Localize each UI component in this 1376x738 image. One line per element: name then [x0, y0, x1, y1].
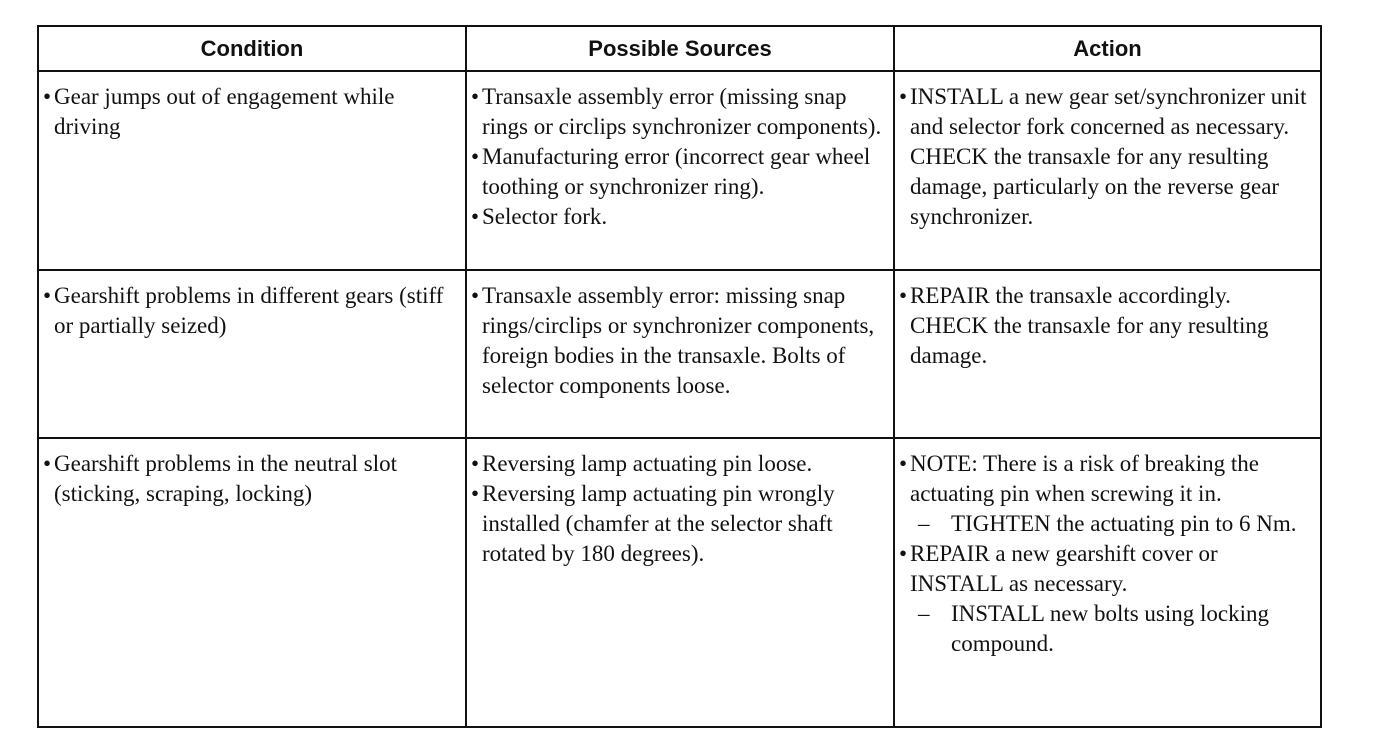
action-item	[899, 539, 1314, 599]
condition-item	[43, 449, 459, 509]
table-row	[38, 71, 1321, 270]
bullet-icon: •	[471, 451, 480, 476]
bullet-icon: •	[899, 84, 908, 109]
action-subitem	[899, 509, 1314, 539]
bullet-icon: •	[899, 541, 908, 566]
dash-icon: –	[918, 511, 930, 536]
bullet-icon: •	[471, 481, 480, 506]
condition-item	[43, 82, 459, 142]
source-item	[471, 281, 887, 401]
bullet-icon: •	[899, 451, 908, 476]
table-row	[38, 270, 1321, 438]
action-cell	[894, 270, 1321, 438]
bullet-icon: •	[43, 451, 52, 476]
condition-cell	[38, 71, 466, 270]
action-cell	[894, 438, 1321, 727]
condition-item	[43, 281, 459, 341]
bullet-icon: •	[471, 204, 480, 229]
source-item	[471, 202, 887, 232]
header-row	[38, 26, 1321, 71]
source-text: Reversing lamp actuating pin loose.	[482, 451, 813, 476]
action-text: REPAIR a new gearshift cover or INSTALL as necessary.	[910, 541, 1218, 596]
sources-cell	[466, 438, 894, 727]
header-condition: Condition	[38, 26, 466, 71]
action-subitem-text: INSTALL new bolts using locking compound.	[951, 601, 1270, 656]
source-text: Manufacturing error (incorrect gear wheel toothing or synchronizer ring).	[482, 144, 871, 199]
bullet-icon: •	[471, 84, 480, 109]
action-text: REPAIR the transaxle accordingly. CHECK the transaxle for any resulting damage.	[910, 283, 1269, 368]
source-item	[471, 479, 887, 569]
action-subitem	[899, 599, 1314, 659]
condition-cell	[38, 438, 466, 727]
source-item	[471, 142, 887, 202]
condition-cell	[38, 270, 466, 438]
bullet-icon: •	[899, 283, 908, 308]
bullet-icon: •	[43, 283, 52, 308]
action-cell	[894, 71, 1321, 270]
source-item	[471, 82, 887, 142]
source-item	[471, 449, 887, 479]
condition-text: Gearshift problems in the neutral slot (sticking, scraping, locking)	[54, 451, 398, 506]
table-row	[38, 438, 1321, 727]
header-possible-sources: Possible Sources	[466, 26, 894, 71]
diagnosis-table	[37, 25, 1322, 728]
bullet-icon: •	[43, 84, 52, 109]
source-text: Selector fork.	[482, 204, 608, 229]
sources-cell	[466, 270, 894, 438]
action-text: INSTALL a new gear set/synchronizer unit and selector fork concerned as necessary. CHECK the transaxle for any resulting damage, particularly on the reverse gear synchronizer.	[910, 84, 1307, 229]
action-note-text: NOTE: There is a risk of breaking the actuating pin when screwing it in.	[910, 451, 1259, 506]
action-item	[899, 281, 1314, 371]
bullet-icon: •	[471, 283, 480, 308]
bullet-icon: •	[471, 144, 480, 169]
source-text: Reversing lamp actuating pin wrongly installed (chamfer at the selector shaft rotated by 180 degrees).	[482, 481, 835, 566]
sources-cell	[466, 71, 894, 270]
action-item	[899, 449, 1314, 509]
action-subitem-text: TIGHTEN the actuating pin to 6 Nm.	[951, 511, 1297, 536]
header-action: Action	[894, 26, 1321, 71]
source-text: Transaxle assembly error: missing snap rings/circlips or synchronizer components, foreign bodies in the transaxle. Bolts of selector components loose.	[482, 283, 875, 398]
source-text: Transaxle assembly error (missing snap rings or circlips synchronizer components).	[482, 84, 882, 139]
dash-icon: –	[918, 601, 930, 626]
condition-text: Gear jumps out of engagement while driving	[54, 84, 395, 139]
condition-text: Gearshift problems in different gears (stiff or partially seized)	[54, 283, 444, 338]
action-item	[899, 82, 1314, 232]
